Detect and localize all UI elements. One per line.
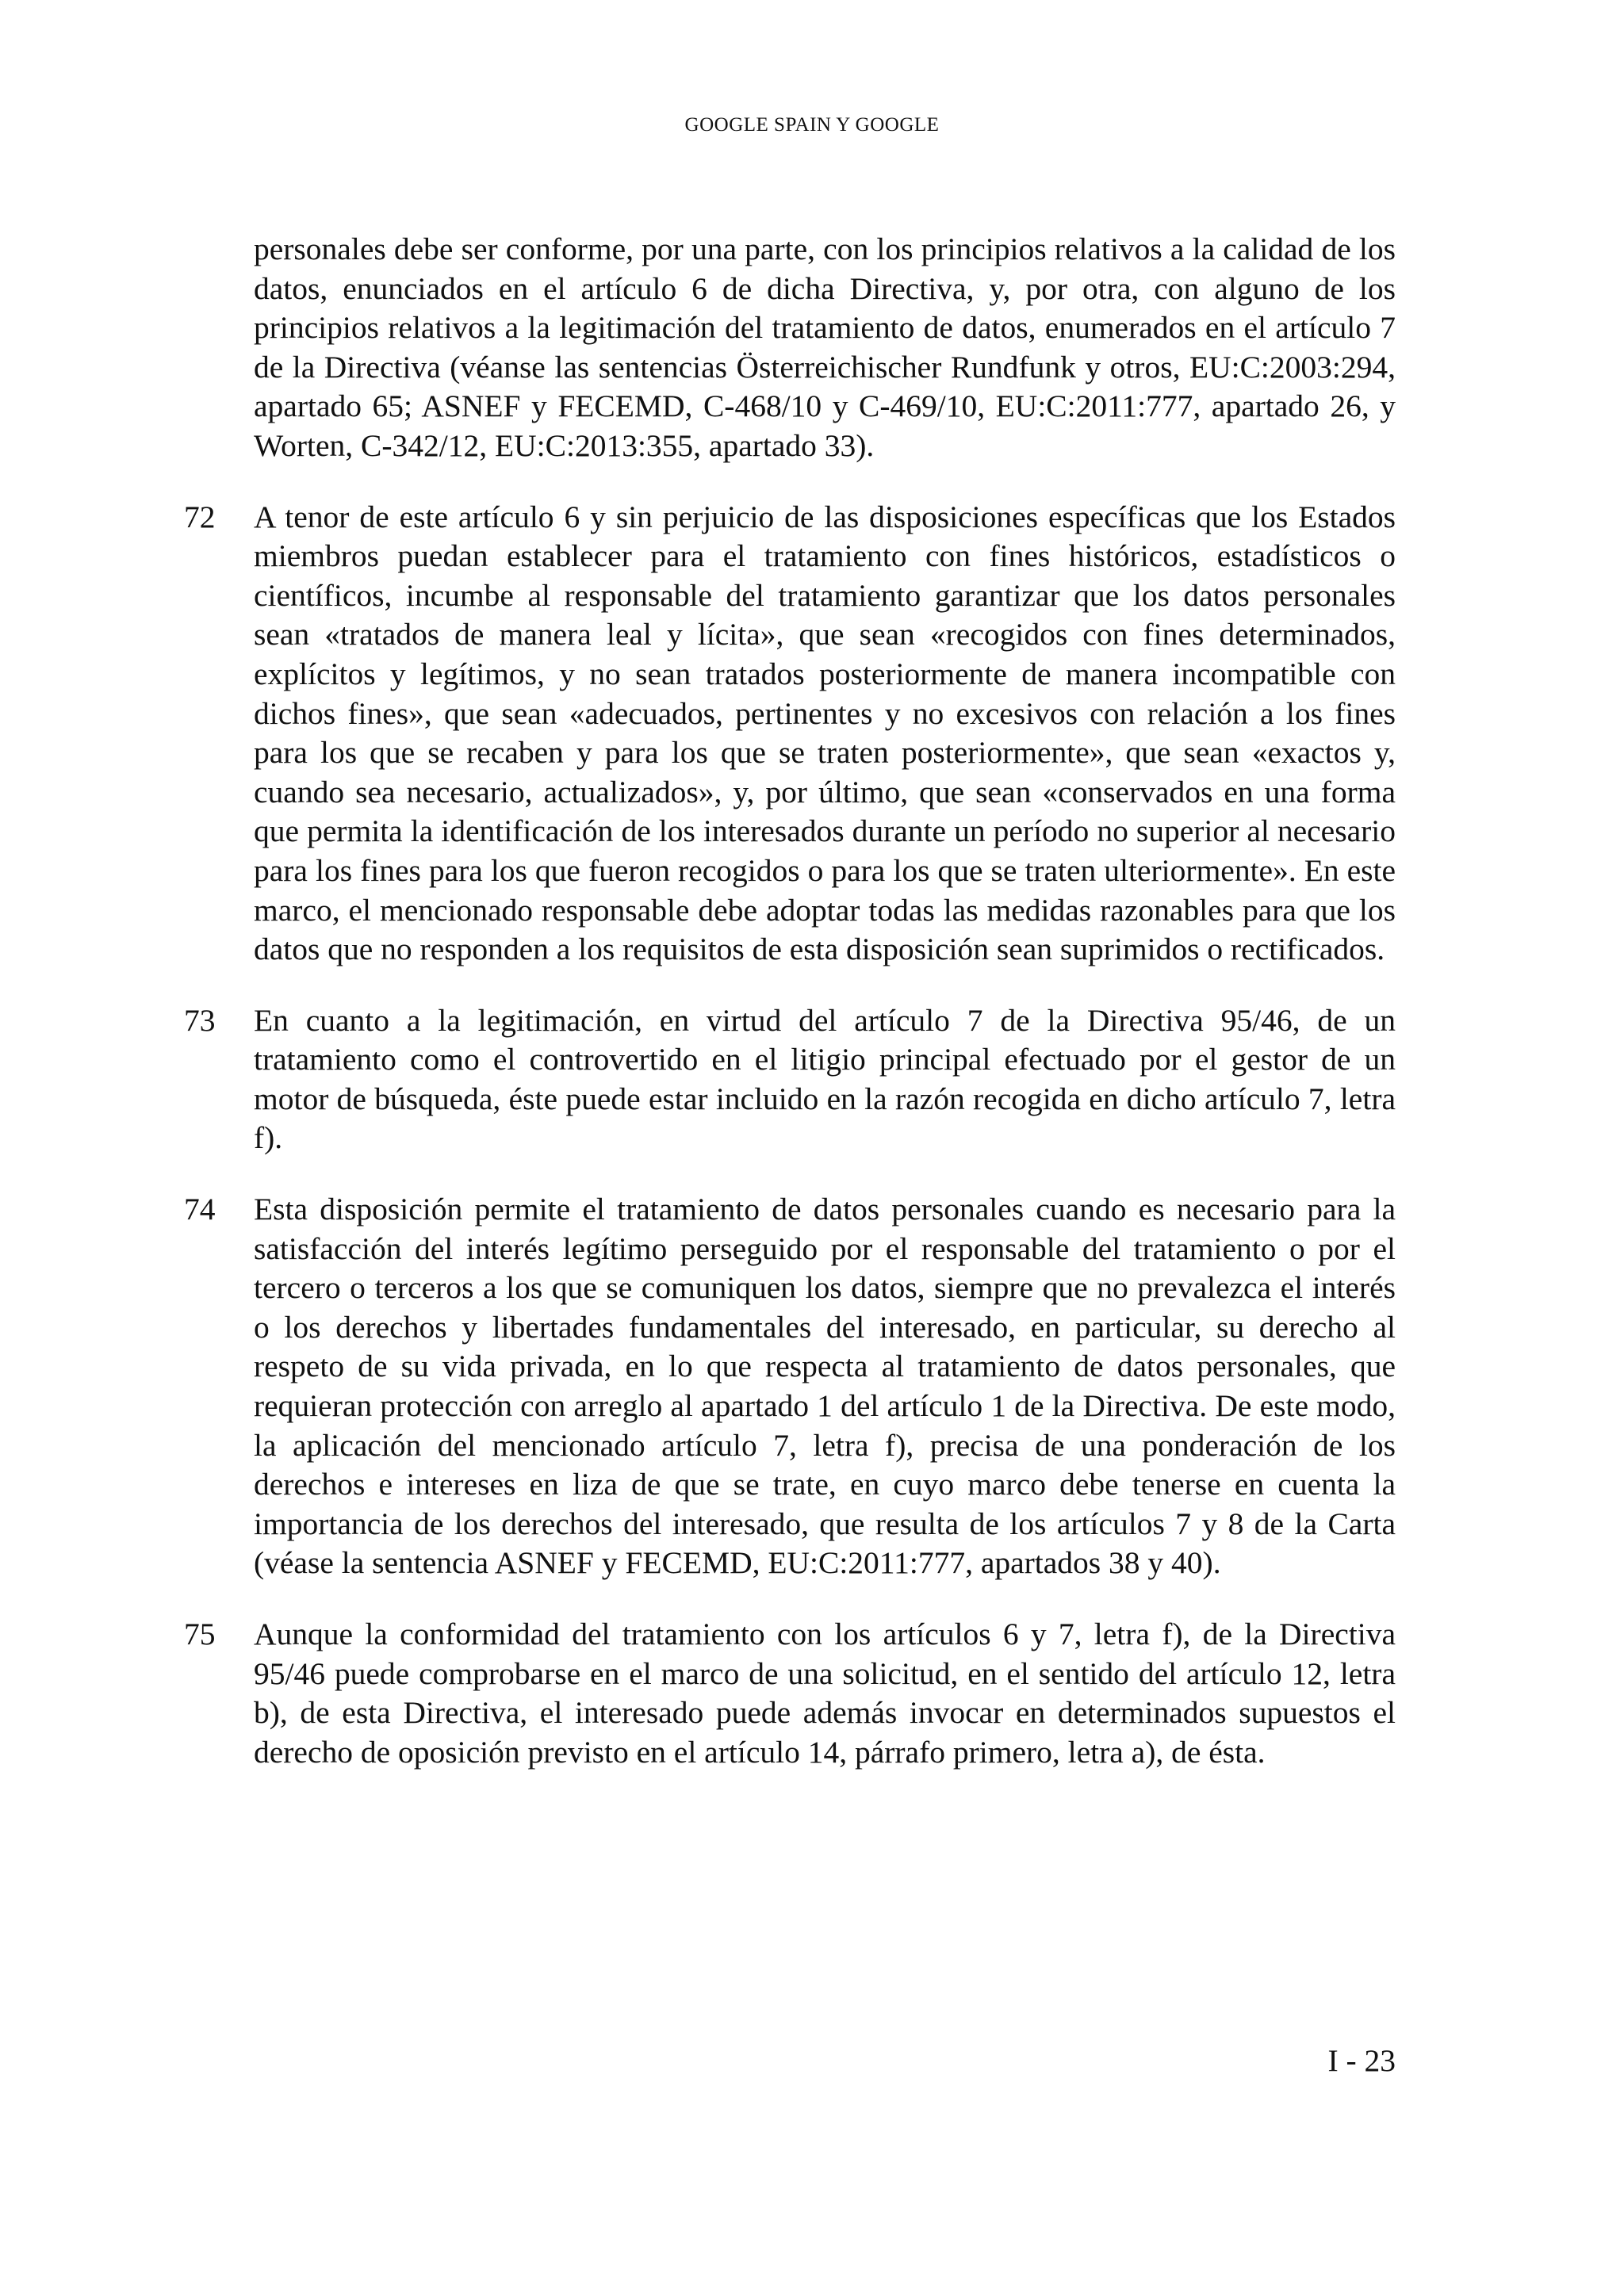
- paragraph-73: [184, 1001, 1396, 1158]
- paragraph-number: 75: [184, 1617, 216, 1651]
- paragraph-text: personales debe ser conforme, por una parte, con los principios relativos a la calidad de los datos, enunciados en el artículo 6 de dicha Directiva, y, por otra, con alguno de los principios relativos a la legitimación del tratamiento de datos, enumerados en el artículo 7 de la Directiva (véanse las sentencias Österreichischer Rundfunk y otros, EU:C:2003:294, apartado 65; ASNEF y FECEMD, C-468/10 y C-469/10, EU:C:2011:777, apartado 26, y Worten, C-342/12, EU:C:2013:355, apartado 33).: [254, 232, 1396, 463]
- paragraph-text: Esta disposición permite el tratamiento de datos personales cuando es necesario para la satisfacción del interés legítimo perseguido por el responsable del tratamiento o por el tercero o terceros a los que se comuniquen los datos, siempre que no prevalezca el interés o los derechos y libertades fundamentales del interesado, en particular, su derecho al respeto de su vida privada, en lo que respecta al tratamiento de datos personales, que requieran protección con arreglo al apartado 1 del artículo 1 de la Directiva. De este modo, la aplicación del mencionado artículo 7, letra f), precisa de una ponderación de los derechos e intereses en liza de que se trate, en cuyo marco debe tenerse en cuenta la importancia de los derechos del interesado, que resulta de los artículos 7 y 8 de la Carta (véase la sentencia ASNEF y FECEMD, EU:C:2011:777, apartados 38 y 40).: [254, 1192, 1396, 1581]
- paragraph-72: [184, 498, 1396, 970]
- paragraph-74: [184, 1190, 1396, 1583]
- paragraph-75: [184, 1615, 1396, 1772]
- paragraph-number: 74: [184, 1192, 216, 1227]
- paragraph-text: En cuanto a la legitimación, en virtud del artículo 7 de la Directiva 95/46, de un tratamiento como el controvertido en el litigio principal efectuado por el gestor de un motor de búsqueda, éste puede estar incluido en la razón recogida en dicho artículo 7, letra f).: [254, 1002, 1396, 1156]
- document-body: [184, 230, 1396, 1804]
- paragraph-continuation: [254, 230, 1396, 466]
- paragraph-number: 73: [184, 1002, 216, 1038]
- page-number: I - 23: [1327, 2043, 1396, 2078]
- paragraph-text: Aunque la conformidad del tratamiento con los artículos 6 y 7, letra f), de la Directiva 95/46 puede comprobarse en el marco de una solicitud, en el sentido del artículo 12, letra b), de esta Directiva, el interesado puede además invocar en determinados supuestos el derecho de oposición previsto en el artículo 14, párrafo primero, letra a), de ésta.: [254, 1617, 1396, 1770]
- running-header: GOOGLE SPAIN Y GOOGLE: [684, 114, 940, 136]
- paragraph-number: 72: [184, 499, 216, 534]
- paragraph-text: A tenor de este artículo 6 y sin perjuicio de las disposiciones específicas que los Estados miembros puedan establecer para el tratamiento con fines históricos, estadísticos o científicos, incumbe al responsable del tratamiento garantizar que los datos personales sean «tratados de manera leal y lícita», que sean «recogidos con fines determinados, explícitos y legítimos, y no sean tratados posteriormente de manera incompatible con dichos fines», que sean «adecuados, pertinentes y no excesivos con relación a los fines para los que se recaben y para los que se traten posteriormente», que sean «exactos y, cuando sea necesario, actualizados», y, por último, que sean «conservados en una forma que permita la identificación de los interesados durante un período no superior al necesario para los fines para los que fueron recogidos o para los que se traten ulteriormente». En este marco, el mencionado responsable debe adoptar todas las medidas razonables para que los datos que no responden a los requisitos de esta disposición sean suprimidos o rectificados.: [254, 499, 1396, 967]
